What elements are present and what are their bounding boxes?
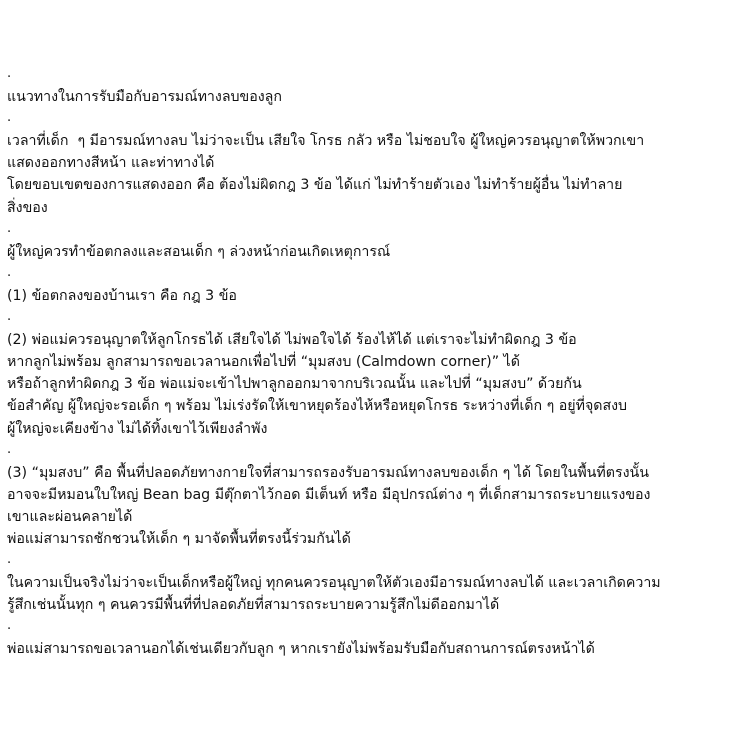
text-line: แสดงออกทางสีหน้า และท่าทางได้ xyxy=(7,155,215,172)
text-line: หรือถ้าลูกทำผิดกฎ 3 ข้อ พ่อแม่จะเข้าไปพาลูกออกมาจากบริเวณนั้น และไปที่ “มุมสงบ” ด้วยกัน xyxy=(7,376,582,393)
rule-1: (1) ข้อตกลงของบ้านเรา คือ กฎ 3 ข้อ xyxy=(7,287,237,304)
separator-dot: . xyxy=(7,220,12,236)
paragraph-timeout: พ่อแม่สามารถขอเวลานอกได้เช่นเดียวกับลูก ๆ หากเรายังไม่พร้อมรับมือกับสถานการณ์ตรงหน้าได้ xyxy=(7,641,595,658)
document-title: แนวทางในการรับมือกับอารมณ์ทางลบของลูก xyxy=(7,89,282,106)
separator-dot: . xyxy=(7,618,12,634)
separator-dot: . xyxy=(7,441,12,457)
paragraph-reality xyxy=(7,572,722,616)
text-line: พ่อแม่สามารถชักชวนให้เด็ก ๆ มาจัดพื้นที่ตรงนี้ร่วมกันได้ xyxy=(7,530,351,547)
text-line: หากลูกไม่พร้อม ลูกสามารถขอเวลานอกเพื่อไปที่ “มุมสงบ (Calmdown corner)” ได้ xyxy=(7,354,520,371)
rule-2 xyxy=(7,329,722,439)
text-line: รู้สึกเช่นนั้นทุก ๆ คนควรมีพื้นที่ที่ปลอดภัยที่สามารถระบายความรู้สึกไม่ดีออกมาได้ xyxy=(7,597,500,614)
text-line: เวลาที่เด็ก ๆ มีอารมณ์ทางลบ ไม่ว่าจะเป็น เสียใจ โกรธ กลัว หรือ ไม่ชอบใจ ผู้ใหญ่ควรอนุญาตให้พวกเขา xyxy=(7,133,645,150)
paragraph-agreement: ผู้ใหญ่ควรทำข้อตกลงและสอนเด็ก ๆ ล่วงหน้าก่อนเกิดเหตุการณ์ xyxy=(7,243,391,260)
document-body xyxy=(7,64,722,661)
text-line: ข้อสำคัญ ผู้ใหญ่จะรอเด็ก ๆ พร้อม ไม่เร่งรัดให้เขาหยุดร้องไห้หรือหยุดโกรธ ระหว่างที่เด็ก ๆ อยู่ที่จุดสงบ xyxy=(7,398,628,415)
rule-3 xyxy=(7,462,722,550)
text-line: (2) พ่อแม่ควรอนุญาตให้ลูกโกรธได้ เสียใจได้ ไม่พอใจได้ ร้องไห้ได้ แต่เราจะไม่ทำผิดกฎ 3 ข้อ xyxy=(7,332,577,349)
separator-dot: . xyxy=(7,110,12,126)
separator-dot: . xyxy=(7,309,12,325)
text-line: สิ่งของ xyxy=(7,199,48,216)
paragraph-intro xyxy=(7,130,722,218)
text-line: (3) “มุมสงบ” คือ พื้นที่ปลอดภัยทางกายใจที่สามารถรองรับอารมณ์ทางลบของเด็ก ๆ ได้ โดยในพื้นที่ตรงนั้น xyxy=(7,464,649,481)
text-line: ผู้ใหญ่จะเคียงข้าง ไม่ได้ทิ้งเขาไว้เพียงลำพัง xyxy=(7,420,268,437)
text-line: อาจจะมีหมอนใบใหญ่ Bean bag มีตุ๊กตาไว้กอด มีเต็นท์ หรือ มีอุปกรณ์ต่าง ๆ ที่เด็กสามารถระบายแรงของ xyxy=(7,486,651,503)
text-line: เขาและผ่อนคลายได้ xyxy=(7,508,133,525)
separator-dot: . xyxy=(7,66,12,81)
text-line: ในความเป็นจริงไม่ว่าจะเป็นเด็กหรือผู้ใหญ่ ทุกคนควรอนุญาตให้ตัวเองมีอารมณ์ทางลบได้ และเวลาเกิดความ xyxy=(7,575,661,592)
separator-dot: . xyxy=(7,264,12,280)
separator-dot: . xyxy=(7,552,12,568)
text-line: โดยขอบเขตของการแสดงออก คือ ต้องไม่ผิดกฎ 3 ข้อ ได้แก่ ไม่ทำร้ายตัวเอง ไม่ทำร้ายผู้อื่น ไม่ทำลาย xyxy=(7,177,623,194)
